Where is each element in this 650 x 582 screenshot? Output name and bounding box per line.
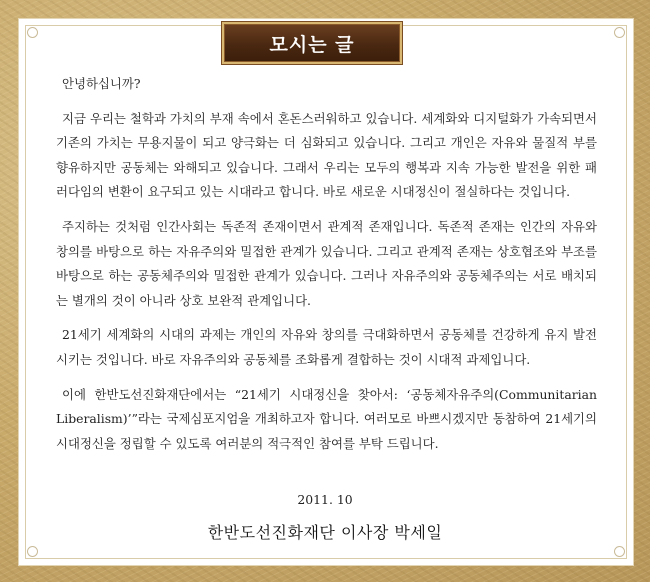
letter-date: 2011. 10 [297,492,353,507]
paragraph-4: 이에 한반도선진화재단에서는 “21세기 시대정신을 찾아서: ‘공동체자유주의(Communitarian Liberalism)’”라는 국제심포지엄을 개최하고자 합니다. 여러모로 바쁘시겠지만 동참하여 21세기의 시대정신을 정립할 수 있도록 여러분의 적극적인 참여를 부탁 드립니다. [56,386,597,451]
paragraph-2: 주지하는 것처럼 인간사회는 독존적 존재이면서 관계적 존재입니다. 독존적 존재는 인간의 자유와 창의를 바탕으로 하는 자유주의와 밀접한 관계가 있습니다. 그리고 관계적 존재는 상호협조와 부조를 바탕으로 하는 공동체주의와 밀접한 관계가 있습니다. 그러나 자유주의와 공동체주의는 서로 배치되는 별개의 것이 아니라 상호 보완적 관계입니다. [56,218,597,308]
page-title: 모시는 글 [269,33,355,56]
corner-ornament-icon [27,27,38,38]
corner-ornament-icon [614,27,625,38]
letter-body [56,72,597,466]
title-plate [222,22,402,64]
corner-ornament-icon [614,546,625,557]
paragraph-3: 21세기 세계화의 시대의 과제는 개인의 자유와 창의를 극대화하면서 공동체를 건강하게 유지 발전시키는 것입니다. 바로 자유주의와 공동체를 조화롭게 결합하는 것이 시대적 과제입니다. [56,327,597,367]
greeting: 안녕하십니까? [62,76,141,91]
corner-ornament-icon [27,546,38,557]
signature: 한반도선진화재단 이사장 박세일 [207,523,443,542]
paragraph-1: 지금 우리는 철학과 가치의 부재 속에서 혼돈스러워하고 있습니다. 세계화와 디지털화가 가속되면서 기존의 가치는 무용지물이 되고 양극화는 더 심화되고 있습니다. 그리고 개인은 자유와 물질적 부를 향유하지만 공동체는 와해되고 있습니다. 그래서 우리는 모두의 행복과 지속 가능한 발전을 위한 패러다임의 변환이 요구되고 있는 시대라고 합니다. 바로 새로운 시대정신이 절실하다는 것입니다. [56,110,597,200]
